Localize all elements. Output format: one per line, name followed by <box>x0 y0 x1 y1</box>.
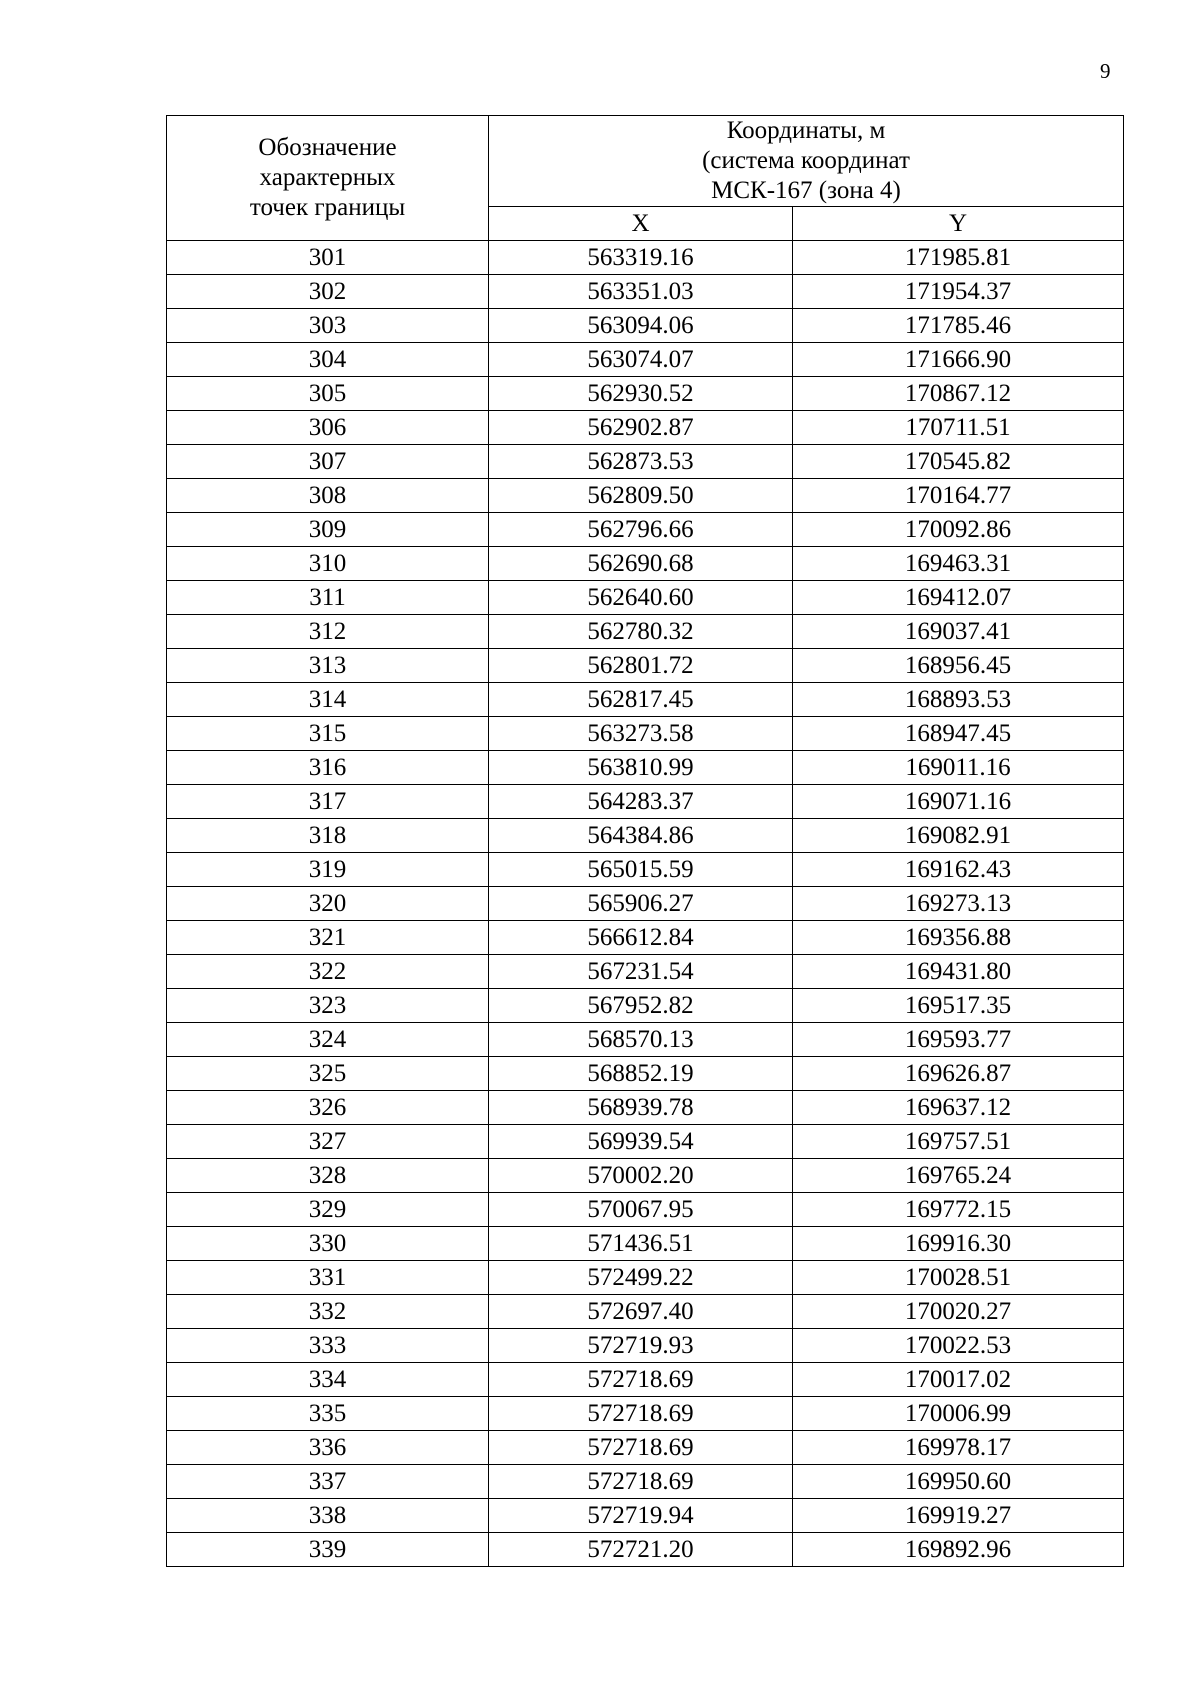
y-cell: 171985.81 <box>793 241 1124 275</box>
table-row <box>167 1363 1124 1397</box>
y-cell: 170711.51 <box>793 411 1124 445</box>
table-row <box>167 1057 1124 1091</box>
x-cell: 563319.16 <box>489 241 793 275</box>
table-row <box>167 309 1124 343</box>
page-number: 9 <box>1100 59 1111 83</box>
point-cell: 319 <box>167 853 489 887</box>
y-cell: 169011.16 <box>793 751 1124 785</box>
table-row <box>167 1261 1124 1295</box>
y-cell: 170092.86 <box>793 513 1124 547</box>
x-cell: 568852.19 <box>489 1057 793 1091</box>
point-cell: 328 <box>167 1159 489 1193</box>
x-cell: 564283.37 <box>489 785 793 819</box>
table-row <box>167 275 1124 309</box>
table-row <box>167 1295 1124 1329</box>
x-cell: 562801.72 <box>489 649 793 683</box>
table-row <box>167 513 1124 547</box>
point-cell: 310 <box>167 547 489 581</box>
point-cell: 325 <box>167 1057 489 1091</box>
point-cell: 339 <box>167 1533 489 1567</box>
table-row <box>167 343 1124 377</box>
table-row <box>167 1023 1124 1057</box>
point-cell: 315 <box>167 717 489 751</box>
y-cell: 170022.53 <box>793 1329 1124 1363</box>
x-cell: 563094.06 <box>489 309 793 343</box>
point-cell: 312 <box>167 615 489 649</box>
table-row <box>167 1431 1124 1465</box>
point-cell: 309 <box>167 513 489 547</box>
x-cell: 569939.54 <box>489 1125 793 1159</box>
x-cell: 562796.66 <box>489 513 793 547</box>
point-cell: 305 <box>167 377 489 411</box>
table-row <box>167 955 1124 989</box>
table-row <box>167 921 1124 955</box>
point-cell: 308 <box>167 479 489 513</box>
y-cell: 169593.77 <box>793 1023 1124 1057</box>
point-cell: 321 <box>167 921 489 955</box>
point-cell: 336 <box>167 1431 489 1465</box>
point-cell: 337 <box>167 1465 489 1499</box>
table-row <box>167 1159 1124 1193</box>
point-cell: 326 <box>167 1091 489 1125</box>
y-cell: 169637.12 <box>793 1091 1124 1125</box>
y-cell: 169463.31 <box>793 547 1124 581</box>
table-row <box>167 1533 1124 1567</box>
x-cell: 562902.87 <box>489 411 793 445</box>
x-cell: 562640.60 <box>489 581 793 615</box>
point-designation-header: Обозначение характерных точек границы <box>167 116 489 241</box>
table-row <box>167 241 1124 275</box>
y-cell: 169765.24 <box>793 1159 1124 1193</box>
y-cell: 170028.51 <box>793 1261 1124 1295</box>
x-cell: 562809.50 <box>489 479 793 513</box>
point-cell: 320 <box>167 887 489 921</box>
x-cell: 562780.32 <box>489 615 793 649</box>
y-cell: 169412.07 <box>793 581 1124 615</box>
x-cell: 563351.03 <box>489 275 793 309</box>
y-cell: 169162.43 <box>793 853 1124 887</box>
x-cell: 568570.13 <box>489 1023 793 1057</box>
point-cell: 314 <box>167 683 489 717</box>
point-cell: 316 <box>167 751 489 785</box>
x-cell: 570067.95 <box>489 1193 793 1227</box>
table-row <box>167 1465 1124 1499</box>
y-cell: 169919.27 <box>793 1499 1124 1533</box>
point-cell: 329 <box>167 1193 489 1227</box>
x-cell: 572499.22 <box>489 1261 793 1295</box>
point-cell: 304 <box>167 343 489 377</box>
x-cell: 566612.84 <box>489 921 793 955</box>
table-row <box>167 853 1124 887</box>
table-row <box>167 989 1124 1023</box>
y-cell: 169082.91 <box>793 819 1124 853</box>
y-cell: 169757.51 <box>793 1125 1124 1159</box>
point-cell: 330 <box>167 1227 489 1261</box>
x-cell: 562690.68 <box>489 547 793 581</box>
y-cell: 168956.45 <box>793 649 1124 683</box>
x-cell: 563273.58 <box>489 717 793 751</box>
y-cell: 169978.17 <box>793 1431 1124 1465</box>
coordinates-table <box>166 115 1124 1567</box>
table-row <box>167 717 1124 751</box>
table-row <box>167 1091 1124 1125</box>
x-cell: 567952.82 <box>489 989 793 1023</box>
y-cell: 170545.82 <box>793 445 1124 479</box>
y-cell: 169037.41 <box>793 615 1124 649</box>
x-cell: 571436.51 <box>489 1227 793 1261</box>
x-column-header: X <box>489 207 793 241</box>
coordinates-body <box>167 241 1124 1567</box>
y-cell: 169273.13 <box>793 887 1124 921</box>
point-cell: 334 <box>167 1363 489 1397</box>
x-cell: 567231.54 <box>489 955 793 989</box>
x-cell: 565015.59 <box>489 853 793 887</box>
y-cell: 169626.87 <box>793 1057 1124 1091</box>
y-cell: 171785.46 <box>793 309 1124 343</box>
point-cell: 313 <box>167 649 489 683</box>
table-row <box>167 377 1124 411</box>
table-row <box>167 751 1124 785</box>
y-cell: 170006.99 <box>793 1397 1124 1431</box>
x-cell: 572697.40 <box>489 1295 793 1329</box>
table-row <box>167 547 1124 581</box>
y-cell: 168947.45 <box>793 717 1124 751</box>
x-cell: 572718.69 <box>489 1397 793 1431</box>
x-cell: 572719.93 <box>489 1329 793 1363</box>
y-cell: 169950.60 <box>793 1465 1124 1499</box>
table-row <box>167 445 1124 479</box>
coordinates-header: Координаты, м (система координат МСК-167 (зона 4) <box>489 116 1124 207</box>
x-cell: 570002.20 <box>489 1159 793 1193</box>
point-cell: 318 <box>167 819 489 853</box>
x-cell: 563074.07 <box>489 343 793 377</box>
table-row <box>167 649 1124 683</box>
point-cell: 331 <box>167 1261 489 1295</box>
y-cell: 170020.27 <box>793 1295 1124 1329</box>
x-cell: 562817.45 <box>489 683 793 717</box>
point-cell: 324 <box>167 1023 489 1057</box>
x-cell: 572719.94 <box>489 1499 793 1533</box>
point-cell: 317 <box>167 785 489 819</box>
table-row <box>167 1227 1124 1261</box>
table-row <box>167 615 1124 649</box>
table-row <box>167 887 1124 921</box>
y-cell: 170164.77 <box>793 479 1124 513</box>
x-cell: 568939.78 <box>489 1091 793 1125</box>
y-cell: 170867.12 <box>793 377 1124 411</box>
y-cell: 169892.96 <box>793 1533 1124 1567</box>
x-cell: 572721.20 <box>489 1533 793 1567</box>
y-cell: 170017.02 <box>793 1363 1124 1397</box>
x-cell: 563810.99 <box>489 751 793 785</box>
y-cell: 169431.80 <box>793 955 1124 989</box>
point-cell: 323 <box>167 989 489 1023</box>
x-cell: 572718.69 <box>489 1465 793 1499</box>
y-cell: 171666.90 <box>793 343 1124 377</box>
table-row <box>167 479 1124 513</box>
y-cell: 169916.30 <box>793 1227 1124 1261</box>
point-cell: 327 <box>167 1125 489 1159</box>
y-column-header: Y <box>793 207 1124 241</box>
table-row <box>167 1397 1124 1431</box>
x-cell: 572718.69 <box>489 1363 793 1397</box>
y-cell: 169071.16 <box>793 785 1124 819</box>
table-row <box>167 819 1124 853</box>
point-cell: 303 <box>167 309 489 343</box>
y-cell: 169356.88 <box>793 921 1124 955</box>
x-cell: 562930.52 <box>489 377 793 411</box>
point-cell: 338 <box>167 1499 489 1533</box>
table-row <box>167 683 1124 717</box>
x-cell: 572718.69 <box>489 1431 793 1465</box>
table-row <box>167 1125 1124 1159</box>
point-cell: 332 <box>167 1295 489 1329</box>
point-cell: 311 <box>167 581 489 615</box>
y-cell: 169772.15 <box>793 1193 1124 1227</box>
x-cell: 565906.27 <box>489 887 793 921</box>
table-row <box>167 1193 1124 1227</box>
y-cell: 171954.37 <box>793 275 1124 309</box>
x-cell: 564384.86 <box>489 819 793 853</box>
point-cell: 301 <box>167 241 489 275</box>
table-row <box>167 785 1124 819</box>
point-cell: 306 <box>167 411 489 445</box>
y-cell: 168893.53 <box>793 683 1124 717</box>
table-row <box>167 1329 1124 1363</box>
point-cell: 335 <box>167 1397 489 1431</box>
point-cell: 302 <box>167 275 489 309</box>
table-row <box>167 411 1124 445</box>
table-row <box>167 1499 1124 1533</box>
x-cell: 562873.53 <box>489 445 793 479</box>
table-row <box>167 581 1124 615</box>
point-cell: 307 <box>167 445 489 479</box>
point-cell: 322 <box>167 955 489 989</box>
point-cell: 333 <box>167 1329 489 1363</box>
y-cell: 169517.35 <box>793 989 1124 1023</box>
